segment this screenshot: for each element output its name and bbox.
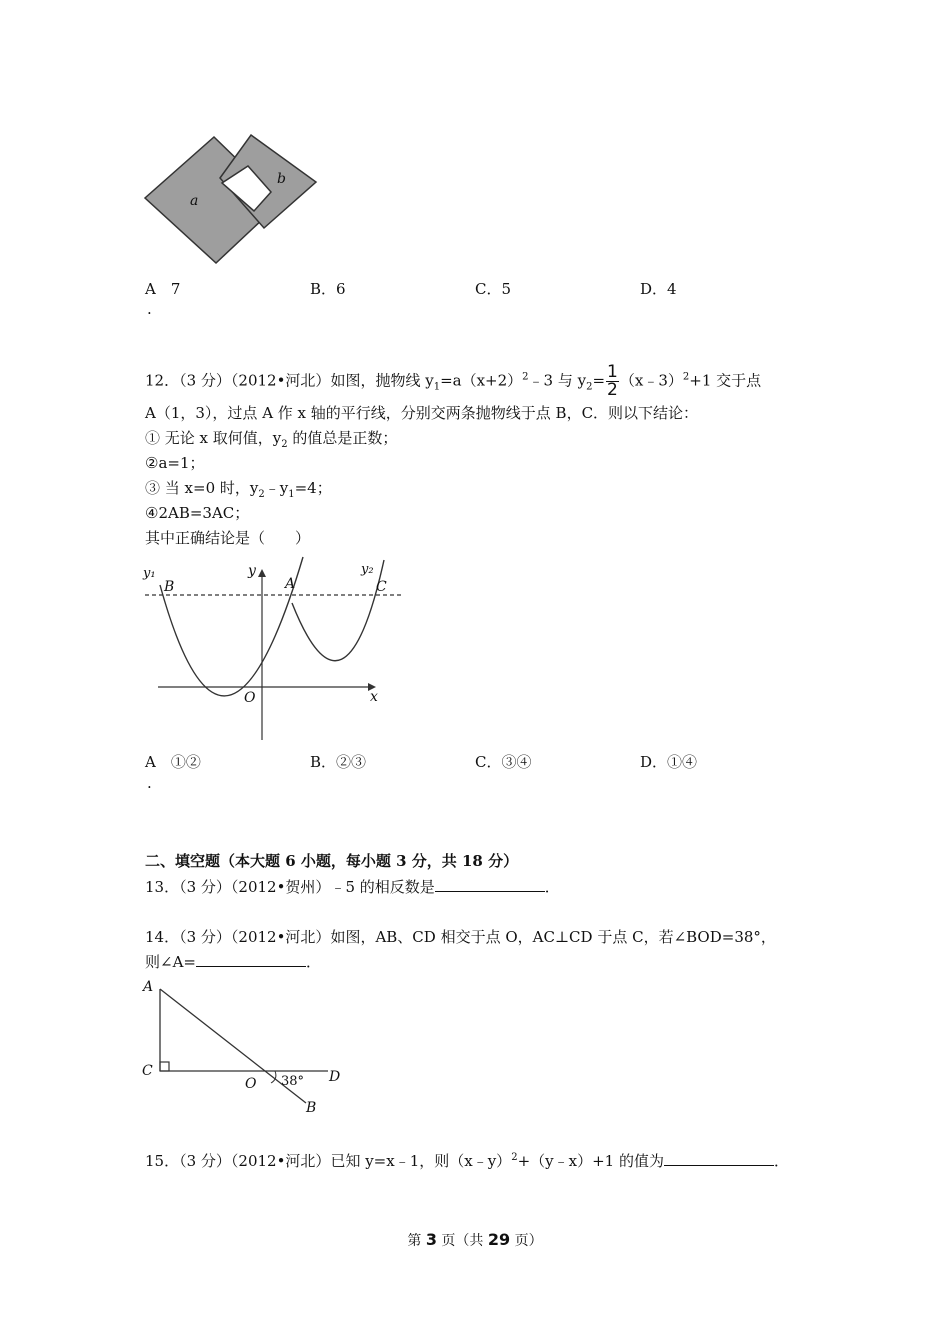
question-source: （2012•河北） bbox=[230, 1152, 331, 1170]
subscript: 2 bbox=[586, 381, 593, 393]
question-score: （3 分） bbox=[179, 371, 231, 390]
answer-blank[interactable] bbox=[196, 952, 306, 967]
question-score: （3 分） bbox=[179, 1152, 231, 1170]
question-number: 15． bbox=[145, 1152, 180, 1170]
label-angle: 38° bbox=[281, 1074, 305, 1089]
text: ． bbox=[773, 1152, 789, 1170]
option-text: ①② bbox=[170, 753, 201, 771]
option-key: C． bbox=[475, 753, 502, 771]
q11-option-c[interactable] bbox=[475, 278, 511, 299]
q15-line bbox=[145, 1150, 789, 1171]
label-y2: y₂ bbox=[361, 562, 374, 577]
q12-option-b[interactable] bbox=[310, 751, 366, 772]
q12-ask: 其中正确结论是（ ） bbox=[145, 529, 311, 547]
subscript: 1 bbox=[433, 381, 441, 393]
q12-line1 bbox=[145, 364, 761, 399]
label-A: A bbox=[143, 979, 154, 995]
text: 则∠A= bbox=[145, 953, 196, 971]
answer-blank[interactable] bbox=[664, 1151, 774, 1166]
question-source: （2012•河北） bbox=[230, 928, 331, 946]
label-O: O bbox=[245, 1076, 257, 1092]
label-y: y bbox=[248, 563, 256, 579]
q12-conclusion-2: ②a=1； bbox=[145, 454, 205, 472]
text: ﹣3 与 y bbox=[528, 371, 587, 390]
option-key: C． bbox=[475, 280, 502, 298]
superscript: 2 bbox=[522, 371, 529, 383]
option-text: 6 bbox=[336, 280, 346, 298]
subscript: 1 bbox=[288, 489, 295, 500]
q14-line2 bbox=[145, 951, 321, 972]
q14-line1 bbox=[145, 926, 776, 947]
answer-blank[interactable] bbox=[435, 877, 545, 892]
text: （x﹣3） bbox=[619, 371, 683, 390]
text: 如图，AB、CD 相交于点 O，AC⊥CD 于点 C，若∠BOD=38°， bbox=[330, 928, 776, 946]
label-B: B bbox=[164, 579, 175, 595]
text: ． bbox=[544, 878, 560, 896]
q11-option-d[interactable] bbox=[640, 278, 677, 299]
label-C: C bbox=[142, 1063, 153, 1079]
question-number: 12． bbox=[145, 371, 180, 390]
question-score: （3 分） bbox=[179, 928, 231, 946]
label-O: O bbox=[244, 690, 256, 706]
text: = bbox=[592, 371, 606, 390]
q12-dot: . bbox=[147, 774, 152, 792]
text: ﹣5 的相反数是 bbox=[330, 878, 435, 896]
label-C: C bbox=[376, 579, 387, 595]
label-y1: y₁ bbox=[143, 566, 156, 581]
option-text: ①④ bbox=[667, 753, 698, 771]
q12-option-d[interactable] bbox=[640, 751, 697, 772]
option-text: ③④ bbox=[501, 753, 532, 771]
label-x: x bbox=[370, 689, 378, 705]
text: ③ 当 x=0 时，y bbox=[145, 479, 259, 497]
option-key: A bbox=[145, 280, 156, 298]
option-text: 7 bbox=[170, 280, 181, 298]
footer-text: 页） bbox=[510, 1233, 543, 1249]
section-heading: 二、填空题（本大题 6 小题，每小题 3 分，共 18 分） bbox=[145, 852, 519, 870]
q12-option-a[interactable] bbox=[145, 751, 201, 772]
q11-option-b[interactable] bbox=[310, 278, 346, 299]
q12-conclusion-4: ④2AB=3AC； bbox=[145, 504, 250, 522]
page-number: 3 bbox=[425, 1230, 437, 1249]
option-key: B． bbox=[310, 753, 337, 771]
label-A: A bbox=[285, 576, 296, 592]
label-D: D bbox=[329, 1069, 341, 1085]
text: =a（x+2） bbox=[440, 371, 523, 390]
question-number: 14． bbox=[145, 928, 180, 946]
q14-figure bbox=[138, 975, 353, 1120]
question-source: （2012•贺州） bbox=[230, 878, 331, 896]
q13-line bbox=[145, 876, 560, 897]
fraction bbox=[606, 364, 619, 399]
option-text: ②③ bbox=[336, 753, 367, 771]
option-key: A bbox=[145, 753, 156, 771]
option-key: B． bbox=[310, 280, 337, 298]
text: 如图，抛物线 y bbox=[330, 371, 434, 390]
y-axis-arrow bbox=[258, 569, 266, 577]
footer-text: 页（共 bbox=[436, 1233, 488, 1249]
question-source: （2012•河北） bbox=[230, 371, 331, 390]
q12-conclusion-3 bbox=[145, 477, 332, 500]
right-angle-mark bbox=[160, 1062, 169, 1071]
q11-option-a[interactable] bbox=[145, 278, 180, 299]
text: ﹣y bbox=[264, 479, 289, 497]
text: +1 交于点 bbox=[689, 371, 762, 390]
subscript: 2 bbox=[281, 439, 288, 450]
page-footer bbox=[0, 1230, 950, 1250]
q11-figure bbox=[140, 130, 325, 270]
q12-figure bbox=[140, 555, 410, 745]
label-a: a bbox=[190, 193, 199, 209]
superscript: 2 bbox=[511, 1152, 518, 1163]
option-text: 4 bbox=[667, 280, 677, 298]
text: ． bbox=[305, 953, 321, 971]
question-score: （3 分） bbox=[179, 878, 231, 896]
option-key: D． bbox=[640, 753, 668, 771]
option-text: 5 bbox=[501, 280, 512, 298]
q12-line2: A（1，3），过点 A 作 x 轴的平行线，分别交两条抛物线于点 B，C．则以下结论： bbox=[145, 404, 699, 422]
denominator: 2 bbox=[607, 380, 618, 400]
parabola-y1 bbox=[160, 557, 303, 696]
label-b: b bbox=[277, 171, 286, 187]
option-key: D． bbox=[640, 280, 668, 298]
label-B: B bbox=[306, 1100, 317, 1116]
q12-conclusion-1 bbox=[145, 427, 397, 450]
text: =4； bbox=[294, 479, 332, 497]
superscript: 2 bbox=[682, 371, 690, 383]
numerator: 1 bbox=[607, 362, 618, 382]
question-number: 13． bbox=[145, 878, 180, 896]
text: 已知 y=x﹣1，则（x﹣y） bbox=[330, 1152, 512, 1170]
q11-dot: . bbox=[147, 300, 152, 318]
q12-option-c[interactable] bbox=[475, 751, 532, 772]
subscript: 2 bbox=[258, 489, 265, 500]
text: 的值总是正数； bbox=[287, 429, 398, 447]
footer-text: 第 bbox=[407, 1233, 426, 1249]
text: +（y﹣x）+1 的值为 bbox=[517, 1152, 664, 1170]
text: ① 无论 x 取何值，y bbox=[145, 429, 282, 447]
total-pages: 29 bbox=[487, 1230, 511, 1249]
